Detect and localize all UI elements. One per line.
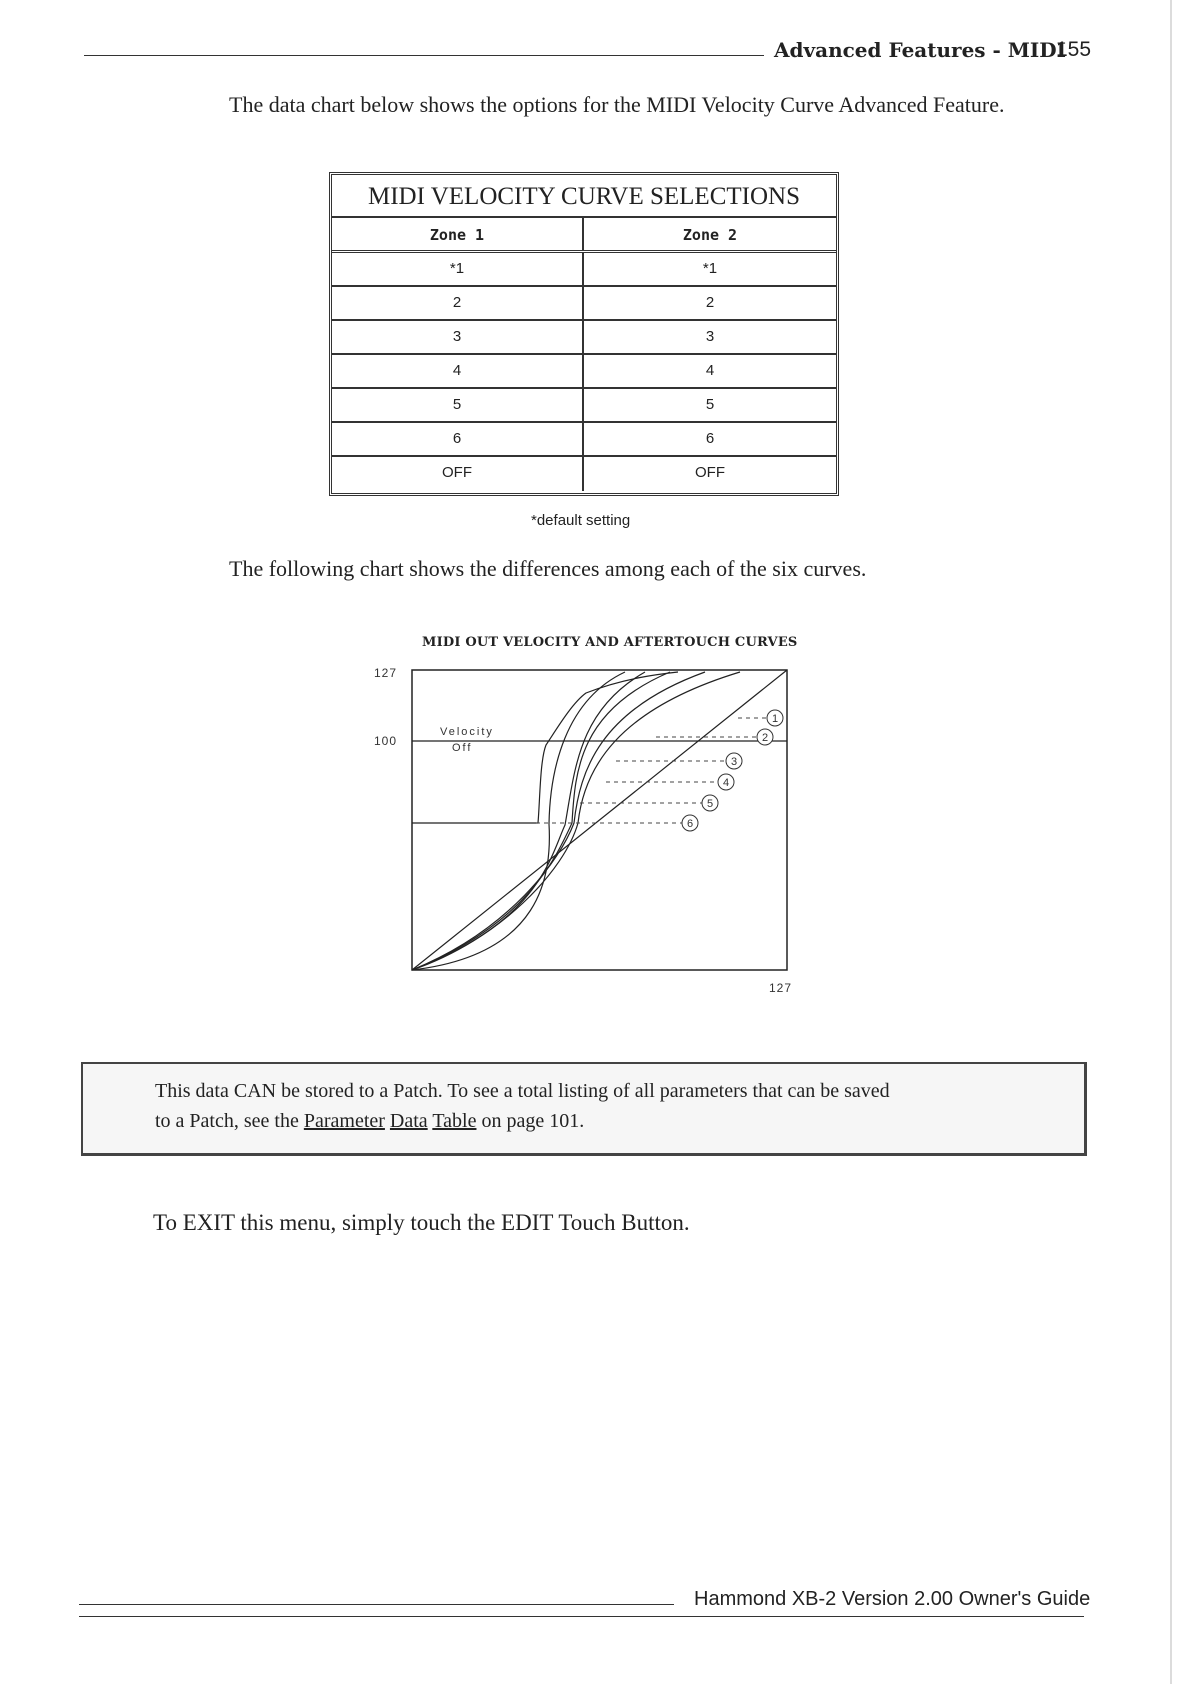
table-row <box>332 389 836 423</box>
table-row <box>332 321 836 355</box>
y-tick-label-127: 127 <box>374 666 398 680</box>
x-tick-label-127: 127 <box>769 981 793 995</box>
curve-4-line <box>412 672 670 970</box>
table-cell: 5 <box>332 389 584 421</box>
footer-text: Hammond XB-2 Version 2.00 Owner's Guide <box>694 1588 1091 1610</box>
table-cell: OFF <box>332 457 584 491</box>
curve-3-line <box>412 672 705 970</box>
intro-paragraph: The data chart below shows the options for the MIDI Velocity Curve Advanced Feature. <box>229 92 1005 117</box>
column-header-zone-1: Zone 1 <box>332 218 584 250</box>
table-row <box>332 253 836 287</box>
table-footnote: *default setting <box>531 512 631 529</box>
data-link[interactable]: Data <box>389 1110 428 1132</box>
page-number: 155 <box>1056 38 1092 61</box>
exit-instruction: To EXIT this menu, simply touch the EDIT Touch Button. <box>153 1210 690 1235</box>
table-cell: 5 <box>705 396 715 413</box>
velocity-curves <box>412 670 787 970</box>
note-line-1: This data CAN be stored to a Patch. To see a total listing of all parameters that can be saved <box>155 1080 890 1102</box>
curve-5-label: 5 <box>706 798 714 810</box>
table-cell: 2 <box>332 287 584 319</box>
velocity-curves-chart <box>360 660 810 1005</box>
table-row <box>332 457 836 491</box>
note-line-2-prefix: to a Patch, see the <box>155 1110 299 1132</box>
off-label: Off <box>452 742 473 754</box>
y-tick-label-100: 100 <box>374 734 398 748</box>
curve-2-label: 2 <box>761 732 769 744</box>
curve-6-line <box>412 672 625 970</box>
chart-intro-paragraph: The following chart shows the differences among each of the six curves. <box>229 556 867 581</box>
note-line-2 <box>155 1110 584 1133</box>
table-row <box>332 287 836 321</box>
header-rule <box>84 55 764 56</box>
table-row <box>332 423 836 457</box>
note-line-2-suffix: on page 101. <box>481 1110 585 1132</box>
table-cell: OFF <box>695 464 725 481</box>
table-cell: *1 <box>332 253 584 285</box>
column-header-zone-2: Zone 2 <box>682 226 738 244</box>
table-cell: 3 <box>705 328 715 345</box>
table-cell: 6 <box>332 423 584 455</box>
table-header-row <box>332 218 836 253</box>
page-edge <box>1170 0 1172 1684</box>
curve-3-label: 3 <box>730 756 738 768</box>
table-row <box>332 355 836 389</box>
table-cell: *1 <box>702 260 718 277</box>
curve-4-label: 4 <box>722 777 730 789</box>
footer-rule-top <box>79 1604 674 1605</box>
section-title: Advanced Features - MIDI <box>774 38 1066 62</box>
table-cell: 4 <box>332 355 584 387</box>
table-cell: 3 <box>332 321 584 353</box>
curve-5-line <box>412 672 645 970</box>
chart-title: MIDI OUT VELOCITY AND AFTERTOUCH CURVES <box>422 635 798 650</box>
curve-6-label: 6 <box>686 818 694 830</box>
table-cell: 6 <box>705 430 715 447</box>
curve-1-label: 1 <box>771 713 779 725</box>
table-title: MIDI VELOCITY CURVE SELECTIONS <box>332 175 836 218</box>
velocity-label: Velocity <box>440 726 494 738</box>
footer-rule-bottom <box>79 1616 1084 1617</box>
table-cell: 4 <box>705 362 715 379</box>
parameter-link[interactable]: Parameter <box>303 1110 385 1132</box>
curve-1-line <box>412 670 787 970</box>
table-cell: 2 <box>705 294 715 311</box>
note-box <box>81 1062 1087 1156</box>
table-link[interactable]: Table <box>432 1110 477 1132</box>
velocity-curve-table <box>329 172 839 496</box>
